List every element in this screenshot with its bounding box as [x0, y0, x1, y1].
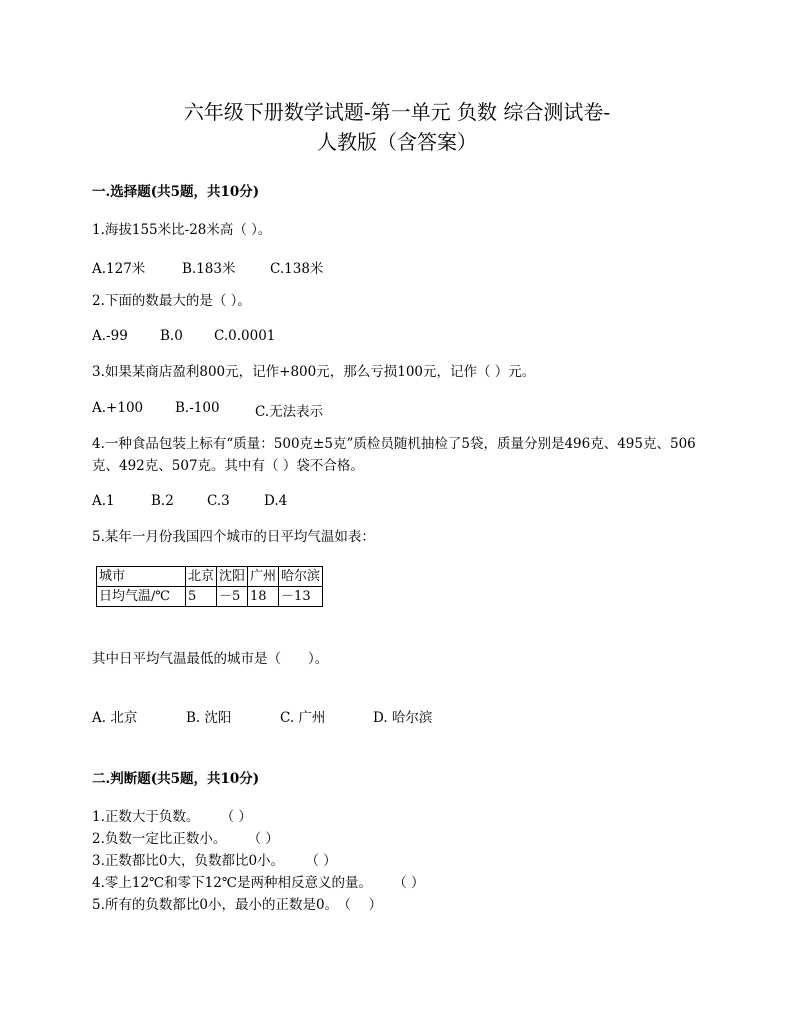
table-cell: 沈阳: [217, 567, 248, 587]
option-c: C. 广州: [280, 710, 326, 726]
option-b: B.-100: [175, 400, 220, 416]
question-1-stem: 1.海拔155米比-28米高（ ）。: [92, 222, 272, 238]
temperature-table: [96, 566, 323, 607]
question-5-stem: 5.某年一月份我国四个城市的日平均气温如表：: [92, 529, 375, 545]
judgment-text: 3.正数都比0大，负数都比0小。: [92, 853, 285, 869]
judgment-item-2: [92, 828, 279, 850]
table-cell: 18: [248, 587, 279, 607]
document-title-line-2: 人教版（含答案）: [317, 130, 477, 154]
question-4-stem: 4.一种食品包装上标有“质量：500克±5克”质检员随机抽检了5袋，质量分别是496克、495克、506克、492克、507克。其中有（ ）袋不合格。: [92, 436, 696, 474]
option-b: B.0: [160, 328, 183, 344]
document-title-line-1: 六年级下册数学试题-第一单元 负数 综合测试卷-: [183, 100, 611, 124]
option-b: B.2: [151, 493, 174, 509]
option-c: C.无法表示: [255, 404, 324, 420]
table-cell: 5: [186, 587, 217, 607]
question-4-options: [92, 493, 287, 509]
judgment-text: 5.所有的负数都比0小，最小的正数是0。: [92, 897, 339, 913]
question-3-stem: 3.如果某商店盈利800元，记作+800元，那么亏损100元，记作（ ）元。: [92, 364, 536, 380]
table-header-row: [97, 567, 323, 587]
table-cell: 广州: [248, 567, 279, 587]
table-cell: －5: [217, 587, 248, 607]
judgment-text: 1.正数大于负数。: [92, 809, 200, 825]
section-1-heading: 一.选择题(共5题，共10分): [92, 184, 260, 200]
judgment-item-4: [92, 872, 425, 894]
table-cell: 北京: [186, 567, 217, 587]
judgment-text: 4.零上12℃和零下12℃是两种相反意义的量。: [92, 875, 372, 891]
table-cell: 城市: [97, 567, 186, 587]
judgment-item-3: [92, 850, 337, 872]
option-b: B.183米: [182, 261, 236, 277]
answer-blank: （ ）: [227, 809, 252, 825]
judgment-item-1: [92, 806, 252, 828]
option-a: A.-99: [92, 328, 128, 344]
question-1-options: [92, 257, 323, 277]
judgment-text: 2.负数一定比正数小。: [92, 831, 227, 847]
answer-blank: （ ）: [312, 853, 337, 869]
answer-blank: （ ）: [344, 897, 383, 913]
answer-blank: （ ）: [254, 831, 279, 847]
table-cell: 日均气温/℃: [97, 587, 186, 607]
option-a: A. 北京: [92, 710, 138, 726]
option-c: C.3: [207, 493, 230, 509]
option-a: A.+100: [92, 400, 144, 416]
option-c: C.0.0001: [214, 328, 276, 344]
option-a: A.127米: [92, 261, 146, 277]
option-d: D.4: [264, 493, 288, 509]
judgment-item-5: [92, 894, 382, 916]
table-cell: 哈尔滨: [279, 567, 323, 587]
answer-blank: （ ）: [399, 875, 425, 891]
section-2-heading: 二.判断题(共5题，共10分): [92, 771, 260, 787]
question-5-followup: 其中日平均气温最低的城市是（ ）。: [92, 651, 329, 667]
option-a: A.1: [92, 493, 115, 509]
question-2-options: [92, 328, 275, 344]
option-b: B. 沈阳: [186, 710, 232, 726]
question-3-options: [92, 400, 323, 420]
option-d: D. 哈尔滨: [373, 710, 433, 726]
question-2-stem: 2.下面的数最大的是（ ）。: [92, 293, 251, 309]
table-row: [97, 587, 323, 607]
table-cell: －13: [279, 587, 323, 607]
question-5-options: [92, 706, 432, 726]
option-c: C.138米: [270, 261, 324, 277]
